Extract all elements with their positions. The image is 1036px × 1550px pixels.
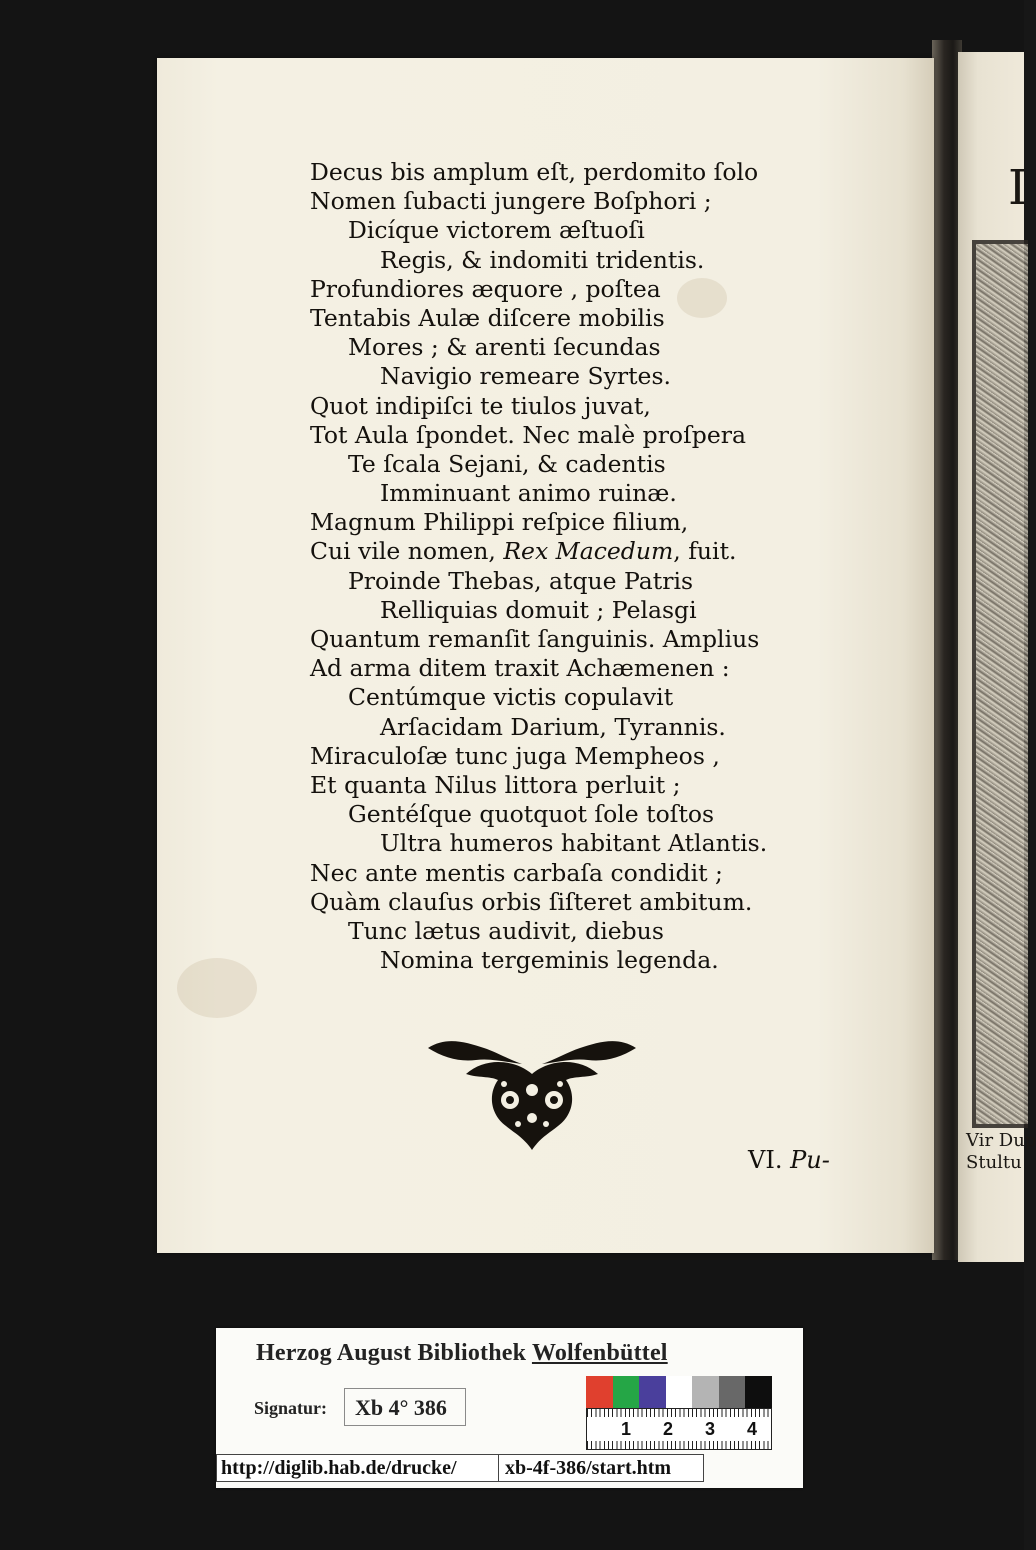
- poem-line: Quot indipiſci te tiulos juvat,: [310, 391, 651, 420]
- poem-line: Relliquias domuit ; Pelasgi: [380, 595, 697, 624]
- poem-line: Proinde Thebas, atque Patris: [348, 566, 694, 595]
- poem-line: Centúmque victis copulavit: [348, 683, 674, 712]
- poem-line: Magnum Philippi reſpice filium,: [310, 508, 689, 537]
- poem-text-span: Cui vile nomen,: [310, 537, 504, 566]
- poem-line: Navigio remeare Syrtes.: [380, 362, 671, 391]
- ruler-number: 2: [663, 1419, 674, 1439]
- signatur-label: Signatur:: [254, 1398, 328, 1418]
- color-swatch: [613, 1376, 640, 1408]
- ruler-ticks: [587, 1441, 771, 1449]
- ruler-number: 4: [747, 1419, 758, 1439]
- poem-line: Imminuant animo ruinæ.: [380, 479, 677, 508]
- poem-line: Arſacidam Darium, Tyrannis.: [380, 712, 726, 741]
- poem-line: Nomina tergeminis legenda.: [380, 946, 719, 975]
- poem-line: Nec ante mentis carbaſa condidit ;: [310, 858, 723, 887]
- ruler-number: 1: [621, 1419, 632, 1439]
- poem-line: Nomen ſubacti jungere Boſphori ;: [310, 187, 712, 216]
- color-swatch: [639, 1376, 666, 1408]
- color-swatch: [692, 1376, 719, 1408]
- facing-page-caption: [966, 1130, 1036, 1174]
- catchword-number: VI.: [748, 1146, 783, 1174]
- poem-line: Ultra humeros habitant Atlantis.: [380, 829, 768, 858]
- color-swatch: [586, 1376, 613, 1408]
- poem-line: Tot Aula ſpondet. Nec malè proſpera: [310, 420, 746, 449]
- scale-ruler: [586, 1408, 772, 1450]
- poem-text: [310, 158, 767, 975]
- library-label: [216, 1328, 803, 1488]
- poem-line: Decus bis amplum eſt, perdomito ſolo: [310, 158, 759, 186]
- poem-line: Et quanta Nilus littora perluit ;: [310, 770, 681, 799]
- facing-page-heading: I: [1008, 160, 1027, 216]
- color-swatch: [666, 1376, 693, 1408]
- poem-line: Quantum remanſit ſanguinis. Amplius: [310, 625, 760, 653]
- library-name: Herzog August Bibliothek: [256, 1340, 532, 1366]
- catchword-word: Pu-: [790, 1146, 830, 1174]
- poem-line: Mores ; & arenti ſecundas: [348, 333, 661, 362]
- poem-line: Ad arma ditem traxit Achæmenen :: [310, 654, 730, 683]
- url-path: xb-4f-386/start.htm: [498, 1454, 704, 1482]
- library-city: Wolfenbüttel: [531, 1340, 668, 1366]
- engraving-illustration: [972, 240, 1028, 1128]
- poem-line: Miraculoſæ tunc juga Mempheos ,: [310, 741, 720, 770]
- ruler-number: 3: [705, 1419, 716, 1439]
- caption-line: Vir Dup: [966, 1130, 1036, 1151]
- poem-line: Regis, & indomiti tridentis.: [380, 245, 705, 274]
- color-swatch: [719, 1376, 746, 1408]
- poem-line: Te ſcala Sejani, & cadentis: [348, 449, 666, 478]
- poem-line: Tentabis Aulæ diſcere mobilis: [310, 303, 665, 332]
- poem-line: Gentéſque quotquot ſole toſtos: [348, 800, 715, 829]
- paper-stain: [177, 958, 257, 1018]
- poem-line: Dicíque victorem æſtuoſi: [348, 216, 645, 245]
- color-swatch: [745, 1376, 772, 1408]
- poem-line: Profundiores æquore , poſtea: [310, 274, 661, 303]
- color-calibration-chart: [586, 1376, 772, 1408]
- printers-ornament-icon: [426, 1034, 638, 1152]
- poem-text-span: , fuit.: [673, 537, 737, 566]
- poem-line: [310, 537, 767, 566]
- catchword: [748, 1146, 830, 1174]
- url-base: http://diglib.hab.de/drucke/: [216, 1454, 498, 1482]
- poem-italic-span: Rex Macedum: [503, 537, 674, 566]
- library-title: [256, 1340, 668, 1367]
- poem-line: Tunc lætus audivit, diebus: [348, 916, 664, 945]
- caption-line: Stultu: [966, 1152, 1022, 1173]
- signatur-value: Xb 4° 386: [344, 1388, 466, 1426]
- poem-line: Quàm clauſus orbis ſiſteret ambitum.: [310, 887, 753, 916]
